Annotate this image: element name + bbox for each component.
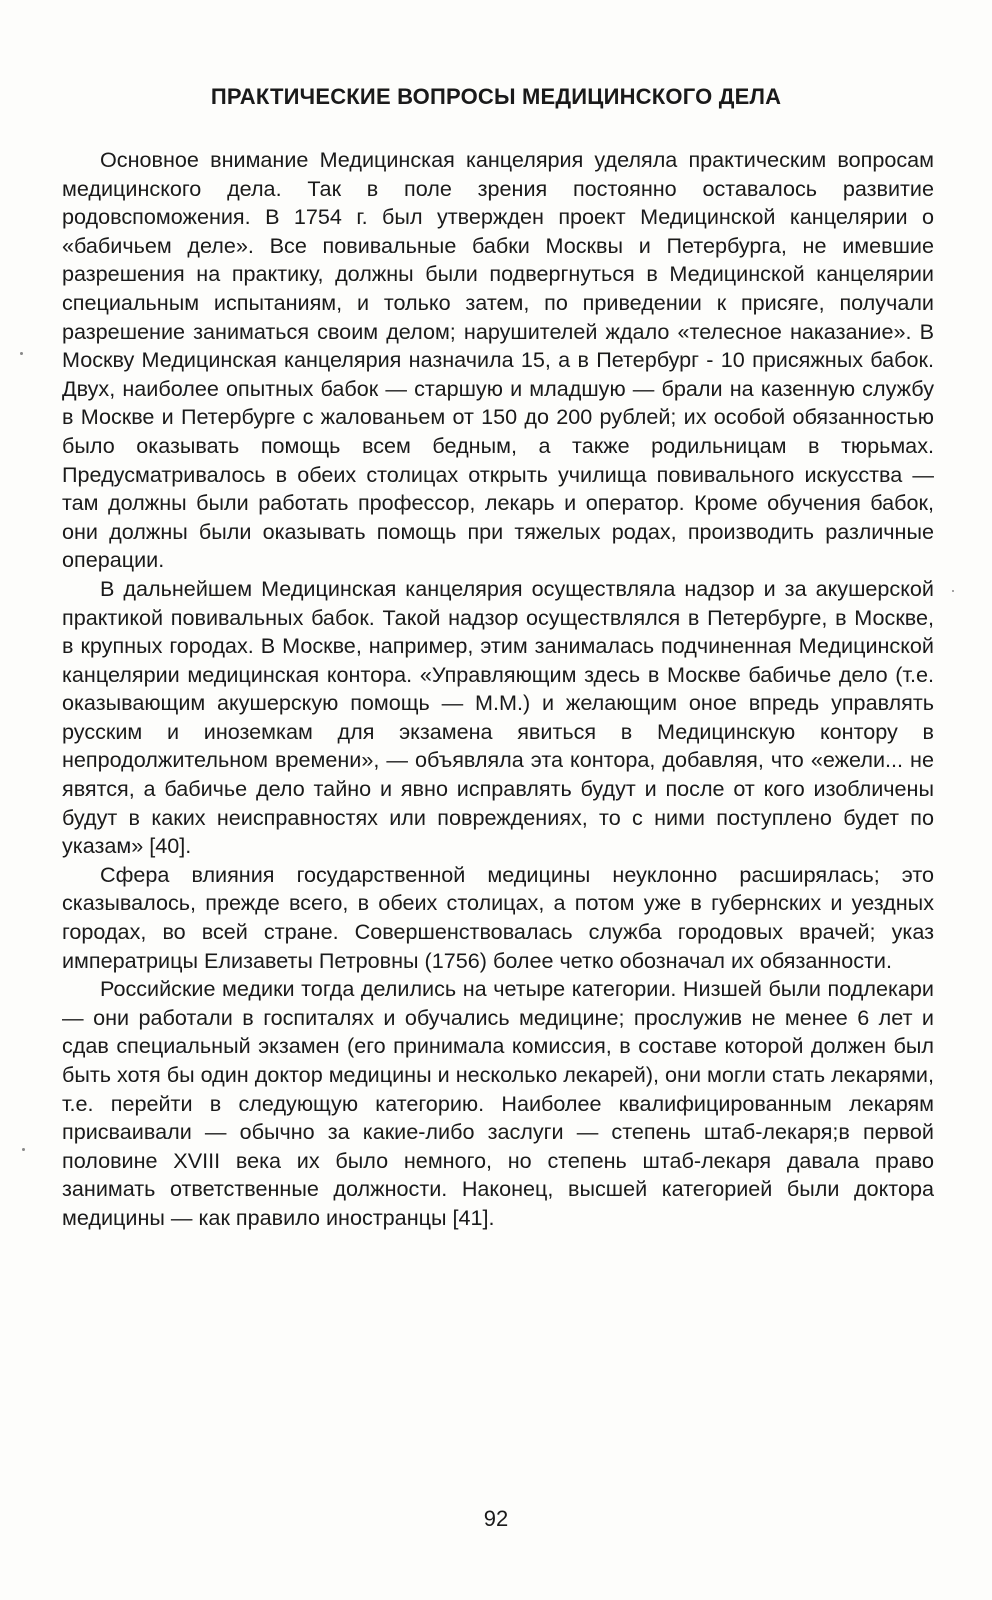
paragraph: Российские медики тогда делились на четыре категории. Низшей были подлекари — они работали в госпиталях и обучались медицине; прослужив не менее 6 лет и сдав специальный экзамен (его принимала комиссия, в составе которой должен был быть хотя бы один доктор медицины и несколько лекарей), они могли стать лекарями, т.е. перейти в следующую категорию. Наиболее квалифицированным лекарям присваивали — обычно за какие-либо заслуги — степень штаб-лекаря;в первой половине XVIII века их было немного, но степень штаб-лекаря давала право занимать ответственные должности. Наконец, высшей категорией были доктора медицины — как правило иностранцы [41]. bbox=[62, 976, 934, 1230]
scan-speck bbox=[22, 1148, 25, 1151]
page-number: 92 bbox=[483, 1506, 509, 1531]
body-text bbox=[62, 146, 934, 1233]
paragraph: Основное внимание Медицинская канцелярия уделяла практическим вопросам медицинского дела. Так в поле зрения постоянно оставалось развитие родовспоможения. В 1754 г. был утвержден проект Медицинской канцелярии о «бабичьем деле». Все повивальные бабки Москвы и Петербурга, не имевшие разрешения на практику, должны были подвергнуться в Медицинской канцелярии специальным испытаниям, и только затем, по приведении к присяге, получали разрешение заниматься своим делом; нарушителей ждало «телесное наказание». В Москву Медицинская канцелярия назначила 15, а в Петербург - 10 присяжных бабок. Двух, наиболее опытных бабок — старшую и младшую — брали на казенную службу в Москве и Петербурге с жалованьем от 150 до 200 рублей; их особой обязанностью было оказывать помощь всем бедным, а также родильницам в тюрьмах. Предусматривалось в обеих столицах открыть училища повивального искусства — там должны были работать профессор, лекарь и оператор. Кроме обучения бабок, они должны были оказывать помощь при тяжелых родах, производить различные операции. bbox=[62, 147, 934, 573]
paragraph: В дальнейшем Медицинская канцелярия осуществляла надзор и за акушерской практикой повивальных бабок. Такой надзор осуществлялся в Петербурге, в Москве, в крупных городах. В Москве, например, этим занималась подчиненная Медицинской канцелярии медицинская контора. «Управляющим здесь в Москве бабичье дело (т.е. оказывающим акушерскую помощь — М.М.) и желающим оное впредь управлять русским и иноземкам для экзамена явиться в Медицинскую контору в непродолжительном времени», — объявляла эта контора, добавляя, что «ежели... не явятся, а бабичье дело тайно и явно исправлять будут и после от кого изобличены будут в каких неисправностях или повреждениях, то с ними поступлено будет по указам» [40]. bbox=[62, 575, 934, 859]
scan-speck bbox=[20, 352, 23, 355]
scan-speck bbox=[952, 590, 954, 592]
page-title: ПРАКТИЧЕСКИЕ ВОПРОСЫ МЕДИЦИНСКОГО ДЕЛА bbox=[210, 84, 782, 109]
paragraph: Сфера влияния государственной медицины неуклонно расширялась; это сказывалось, прежде всего, в обеих столицах, а потом уже в губернских и уездных городах, во всей стране. Совершенствовалась служба городовых врачей; указ императрицы Елизаветы Петровны (1756) более четко обозначал их обязанности. bbox=[62, 861, 934, 973]
